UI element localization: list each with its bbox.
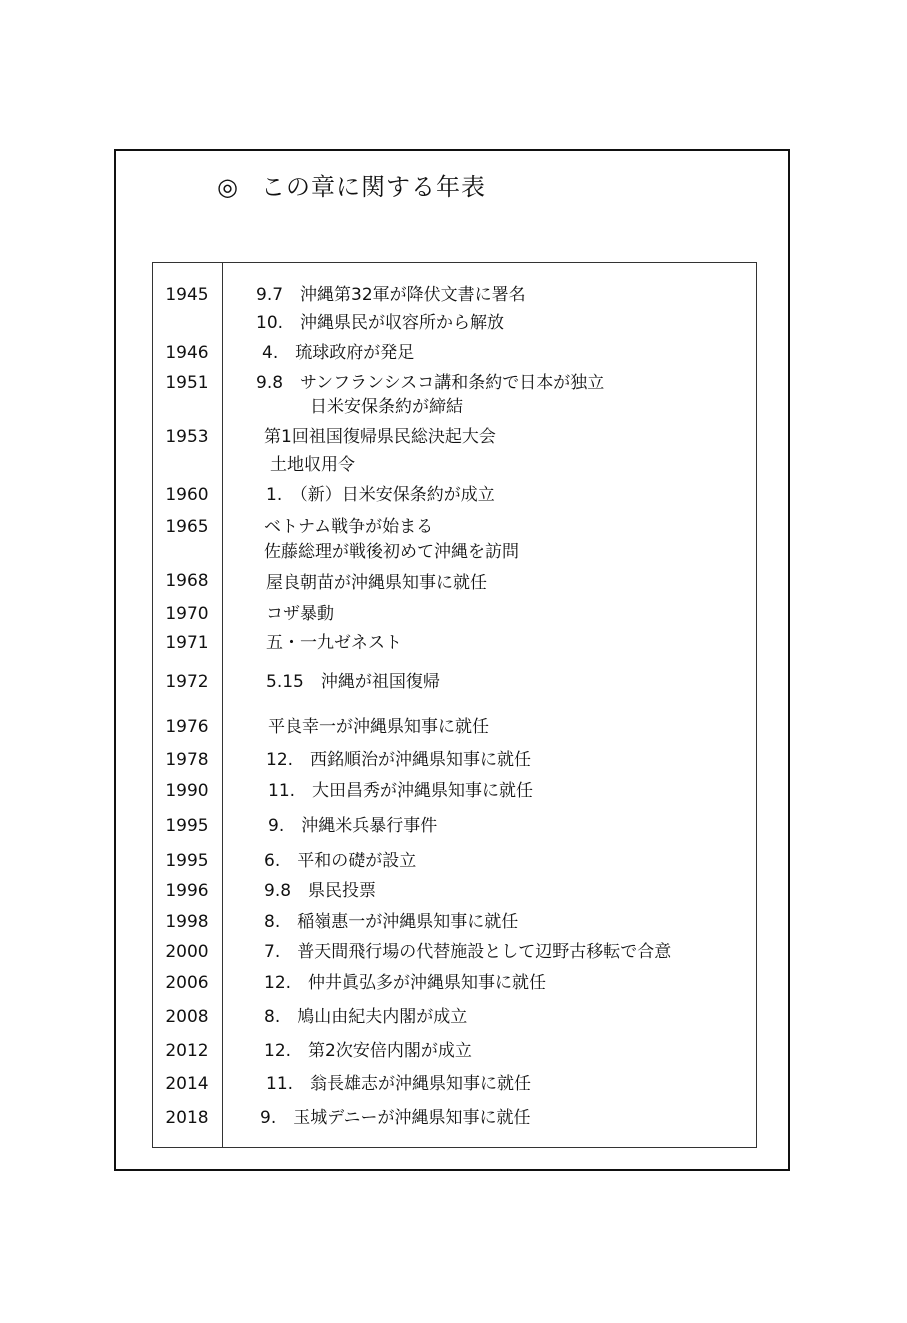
timeline-event: 11. 大田昌秀が沖縄県知事に就任 (268, 781, 534, 801)
timeline-year: 1995 (165, 851, 209, 871)
timeline-year: 1972 (165, 672, 209, 692)
timeline-column-divider (222, 262, 223, 1148)
double-circle-icon: ◎ (217, 173, 239, 201)
timeline-event: 5.15 沖縄が祖国復帰 (266, 672, 440, 692)
timeline-year: 1945 (165, 285, 209, 305)
timeline-year: 1953 (165, 427, 209, 447)
timeline-year: 2000 (165, 942, 209, 962)
timeline-year: 1998 (165, 912, 209, 932)
timeline-year: 2018 (165, 1108, 209, 1128)
timeline-event: 土地収用令 (270, 455, 355, 475)
timeline-year: 1978 (165, 750, 209, 770)
timeline-event: 佐藤総理が戦後初めて沖縄を訪問 (264, 542, 519, 562)
timeline-year: 1990 (165, 781, 209, 801)
timeline-year: 1970 (165, 604, 209, 624)
timeline-event: 12. 仲井眞弘多が沖縄県知事に就任 (264, 973, 547, 993)
timeline-year: 1951 (165, 373, 209, 393)
timeline-event: 8. 鳩山由紀夫内閣が成立 (264, 1007, 468, 1027)
timeline-event: 9. 沖縄米兵暴行事件 (268, 816, 438, 836)
timeline-year: 2006 (165, 973, 209, 993)
timeline-event: 日米安保条約が締結 (310, 397, 463, 417)
timeline-year: 2014 (165, 1074, 209, 1094)
timeline-event: 12. 西銘順治が沖縄県知事に就任 (266, 750, 532, 770)
timeline-event: 1. （新）日米安保条約が成立 (266, 485, 495, 505)
timeline-event: 10. 沖縄県民が収容所から解放 (256, 313, 505, 333)
timeline-year: 1946 (165, 343, 209, 363)
timeline-event: 屋良朝苗が沖縄県知事に就任 (266, 573, 487, 593)
timeline-year: 1965 (165, 517, 209, 537)
timeline-year: 1995 (165, 816, 209, 836)
timeline-event: 12. 第2次安倍内閣が成立 (264, 1041, 472, 1061)
timeline-year: 1976 (165, 717, 209, 737)
timeline-event: 9.8 サンフランシスコ講和条約で日本が独立 (256, 373, 605, 393)
timeline-event: 4. 琉球政府が発足 (262, 343, 415, 363)
timeline-event: ベトナム戦争が始まる (264, 517, 434, 537)
timeline-event: コザ暴動 (266, 604, 334, 624)
timeline-event: 11. 翁長雄志が沖縄県知事に就任 (266, 1074, 532, 1094)
heading-title: この章に関する年表 (260, 173, 486, 201)
timeline-year: 1960 (165, 485, 209, 505)
page-heading (217, 172, 486, 202)
timeline-year: 1996 (165, 881, 209, 901)
timeline-event: 五・一九ゼネスト (266, 633, 402, 653)
timeline-event: 第1回祖国復帰県民総決起大会 (264, 427, 496, 447)
timeline-event: 平良幸一が沖縄県知事に就任 (268, 717, 489, 737)
timeline-event: 9.8 県民投票 (264, 881, 377, 901)
timeline-event: 9. 玉城デニーが沖縄県知事に就任 (260, 1108, 531, 1128)
timeline-event: 8. 稲嶺惠一が沖縄県知事に就任 (264, 912, 519, 932)
timeline-year: 2012 (165, 1041, 209, 1061)
timeline-year: 2008 (165, 1007, 209, 1027)
timeline-year: 1971 (165, 633, 209, 653)
timeline-event: 7. 普天間飛行場の代替施設として辺野古移転で合意 (264, 942, 672, 962)
timeline-event: 9.7 沖縄第32軍が降伏文書に署名 (256, 285, 526, 305)
timeline-year: 1968 (165, 571, 209, 591)
timeline-event: 6. 平和の礎が設立 (264, 851, 417, 871)
